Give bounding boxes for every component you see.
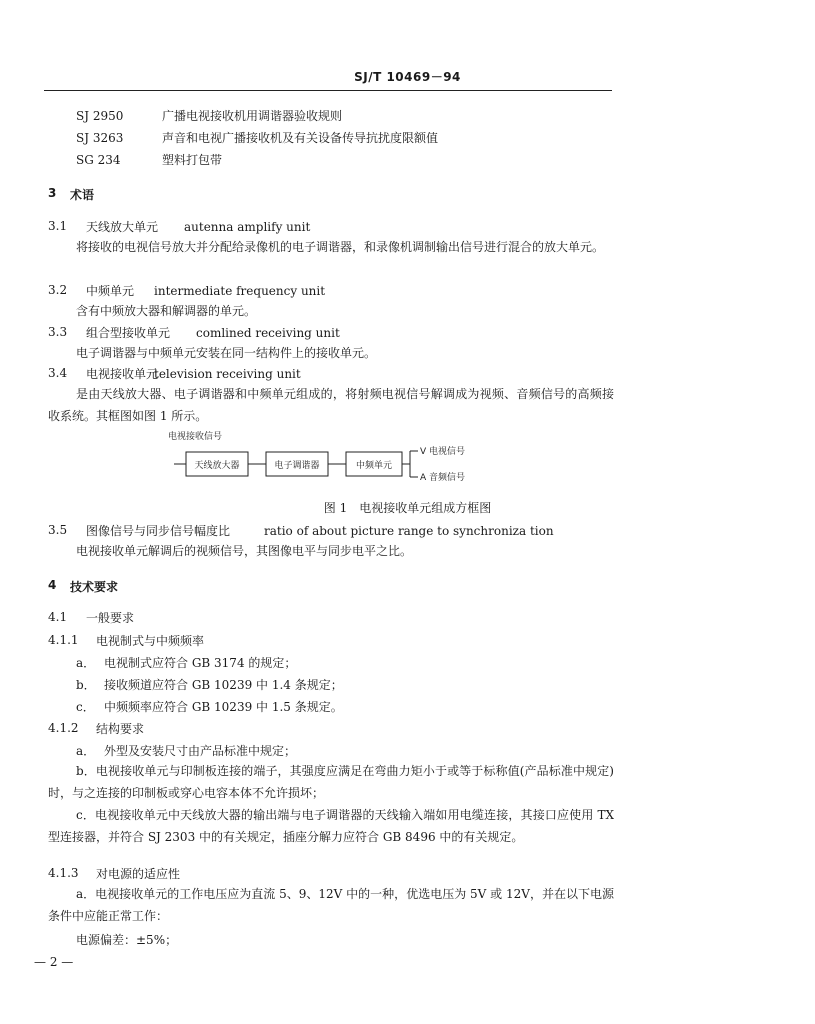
audio-output-label: A 音频信号 [420,473,466,483]
clause-number: 4.1 [48,610,68,624]
item-mark: c． [76,808,96,822]
ref-title: 塑料打包带 [162,153,223,167]
term-definition: 含有中频放大器和解调器的单元。 [76,304,257,318]
item-text: 电视制式应符合 GB 3174 的规定； [104,656,297,670]
item-text: 电视接收单元中天线放大器的输出端与电子调谐器的天线输入端如用电缆连接，其接口应使用 TX 型连接器，并符合 SJ 2303 中的有关规定，插座分解力应符合 GB 8496 中的有关规定。 [48,808,614,844]
item-text: 接收频道应符合 GB 10239 中 1.4 条规定； [104,678,343,692]
section-title: 术语 [70,188,95,202]
header-rule [44,90,612,91]
block-diagram [0,427,815,507]
term-cn: 电视接收单元 [86,367,159,381]
term-en: ratio of about picture range to synchroniza tion [264,524,554,538]
clause-number: 4.1.2 [48,721,79,735]
term-definition: 是由天线放大器、电子调谐器和中频单元组成的，将射频电视信号解调成为视频、音频信号的高频接收系统。其框图如图 1 所示。 [48,387,614,423]
video-output-label: V 电视信号 [420,447,466,457]
term-definition: 电子调谐器与中频单元安装在同一结构件上的接收单元。 [76,346,377,360]
ref-code: SG 234 [76,153,121,167]
term-number: 3.5 [48,523,68,537]
term-en: intermediate frequency unit [154,284,326,298]
clause-title: 电视制式与中频频率 [96,634,205,648]
ref-title: 声音和电视广播接收机及有关设备传导抗扰度限额值 [162,131,439,145]
list-item [48,883,614,927]
figure-caption: 图 1 电视接收单元组成方框图 [323,501,492,515]
term-definition: 将接收的电视信号放大并分配给录像机的电子调谐器，和录像机调制输出信号进行混合的放大单元。 [76,240,605,254]
list-item [48,804,614,848]
section-number: 3 [48,186,57,200]
clause-title: 对电源的适应性 [96,867,181,881]
term-number: 3.3 [48,325,68,339]
list-item [48,760,614,804]
power-tolerance: 电源偏差：±5%； [76,933,178,947]
clause-title: 一般要求 [86,611,135,625]
ref-code: SJ 2950 [76,109,124,123]
term-number: 3.1 [48,219,68,233]
term-en: television receiving unit [154,367,301,381]
input-signal-label: 电视接收信号 [168,432,223,442]
term-cn: 图像信号与同步信号幅度比 [86,524,231,538]
term-en: comlined receiving unit [196,326,340,340]
item-mark: a． [76,656,96,670]
item-mark: c． [76,700,95,714]
section-number: 4 [48,578,57,592]
clause-number: 4.1.3 [48,866,79,880]
item-text: 中频频率应符合 GB 10239 中 1.5 条规定。 [104,700,343,714]
term-cn: 中频单元 [86,284,135,298]
term-cn: 天线放大单元 [86,220,159,234]
ref-title: 广播电视接收机用调谐器验收规则 [162,109,343,123]
term-number: 3.2 [48,283,68,297]
term-cn: 组合型接收单元 [86,326,171,340]
block-label: 天线放大器 [194,461,240,471]
block-label: 电子调谐器 [274,461,320,471]
block-label: 中频单元 [355,461,393,471]
ref-code: SJ 3263 [76,131,124,145]
page-number: — 2 — [34,955,74,969]
item-mark: a． [76,887,96,901]
item-text: 电视接收单元与印制板连接的端子，其强度应满足在弯曲力矩小于或等于标称值(产品标准中规定)时，与之连接的印制板或穿心电容本体不允许损坏； [48,764,614,800]
item-mark: b． [76,678,96,692]
term-definition: 电视接收单元解调后的视频信号，其图像电平与同步电平之比。 [76,544,413,558]
term-en: autenna amplify unit [184,220,311,234]
clause-number: 4.1.1 [48,633,79,647]
standard-code-header: SJ/T 10469－94 [354,70,461,84]
item-mark: a． [76,744,96,758]
clause-title: 结构要求 [96,722,145,736]
item-text: 电视接收单元的工作电压应为直流 5、9、12V 中的一种，优选电压为 5V 或 12V，并在以下电源条件中应能正常工作： [48,887,614,923]
term-number: 3.4 [48,366,68,380]
item-mark: b． [76,764,96,778]
section-title: 技术要求 [70,580,119,594]
item-text: 外型及安装尺寸由产品标准中规定； [104,744,297,758]
